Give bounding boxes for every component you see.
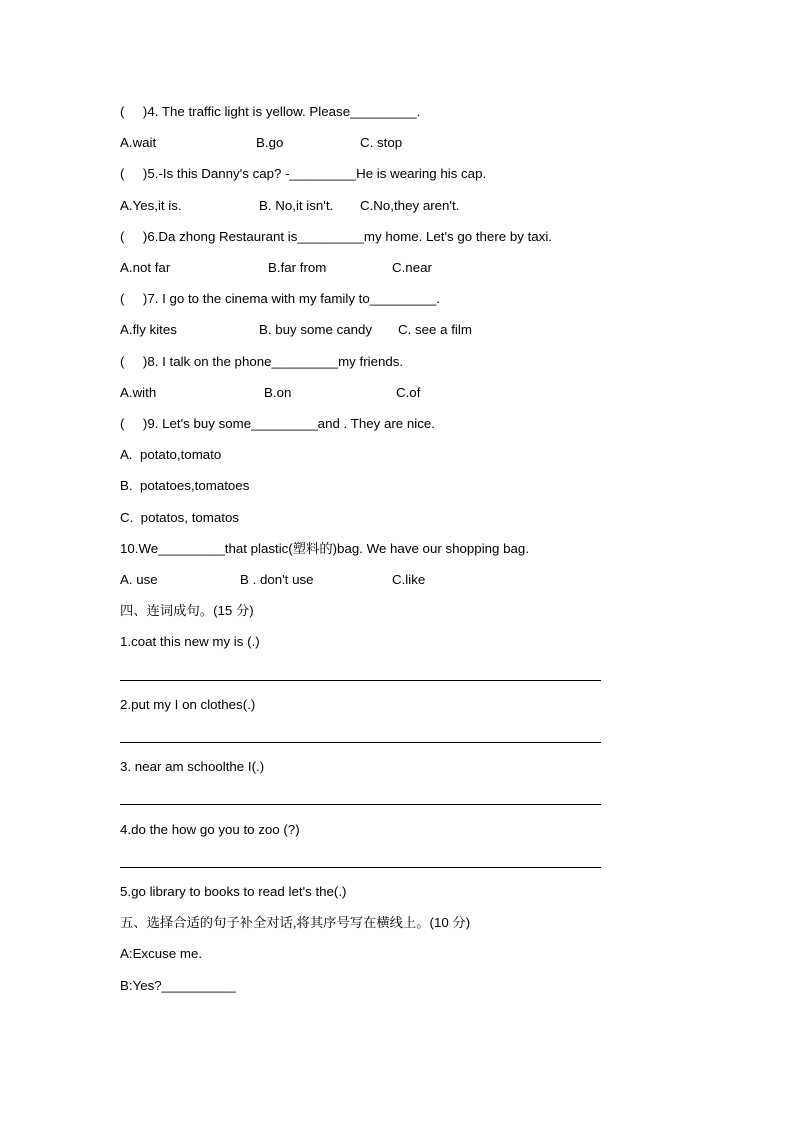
question-9-stem: ( )9. Let's buy some_________and . They are nice. [120, 416, 435, 431]
question-4-option-b: B.go [256, 135, 284, 150]
question-5-option-c: C.No,they aren't. [360, 198, 460, 213]
section-4-item-1: 1.coat this new my is (.) [120, 634, 260, 649]
question-4-stem: ( )4. The traffic light is yellow. Please_________. [120, 104, 421, 119]
question-10-stem: 10.We_________that plastic(塑料的)bag. We have our shopping bag. [120, 541, 530, 556]
dialogue-line-b: B:Yes?__________ [120, 978, 236, 993]
question-9-option-c: C. potatos, tomatos [120, 510, 239, 525]
question-8-option-b: B.on [264, 385, 292, 400]
answer-line-4[interactable] [120, 867, 601, 868]
question-7-option-c: C. see a film [398, 322, 472, 337]
question-4-option-c: C. stop [360, 135, 403, 150]
section-4-item-5: 5.go library to books to read let's the(.) [120, 884, 347, 899]
question-10-option-c: C.like [392, 572, 426, 587]
question-5-option-b: B. No,it isn't. [259, 198, 334, 213]
question-6-option-a: A.not far [120, 260, 171, 275]
question-6-option-b: B.far from [268, 260, 327, 275]
question-10-option-b: B . don't use [240, 572, 314, 587]
dialogue-line-a: A:Excuse me. [120, 946, 203, 961]
section-4-item-2: 2.put my I on clothes(.) [120, 697, 256, 712]
question-4-option-a: A.wait [120, 135, 157, 150]
question-6-option-c: C.near [392, 260, 432, 275]
question-7-stem: ( )7. I go to the cinema with my family to_________. [120, 291, 441, 306]
question-9-option-b: B. potatoes,tomatoes [120, 478, 250, 493]
question-8-stem: ( )8. I talk on the phone_________my friends. [120, 354, 404, 369]
section-4-item-3: 3. near am schoolthe I(.) [120, 759, 265, 774]
answer-line-1[interactable] [120, 680, 601, 681]
question-5-stem: ( )5.-Is this Danny's cap? -_________He is wearing his cap. [120, 166, 487, 181]
section-4-heading: 四、连词成句。(15 分) [120, 603, 254, 618]
question-8-option-a: A.with [120, 385, 157, 400]
section-4-item-4: 4.do the how go you to zoo (?) [120, 822, 300, 837]
question-10-option-a: A. use [120, 572, 158, 587]
section-5-heading: 五、选择合适的句子补全对话,将其序号写在横线上。(10 分) [120, 915, 471, 930]
answer-line-3[interactable] [120, 804, 601, 805]
question-6-stem: ( )6.Da zhong Restaurant is_________my home. Let's go there by taxi. [120, 229, 552, 244]
question-7-option-b: B. buy some candy [259, 322, 373, 337]
answer-line-2[interactable] [120, 742, 601, 743]
question-7-option-a: A.fly kites [120, 322, 177, 337]
question-5-option-a: A.Yes,it is. [120, 198, 182, 213]
question-9-option-a: A. potato,tomato [120, 447, 222, 462]
question-8-option-c: C.of [396, 385, 421, 400]
